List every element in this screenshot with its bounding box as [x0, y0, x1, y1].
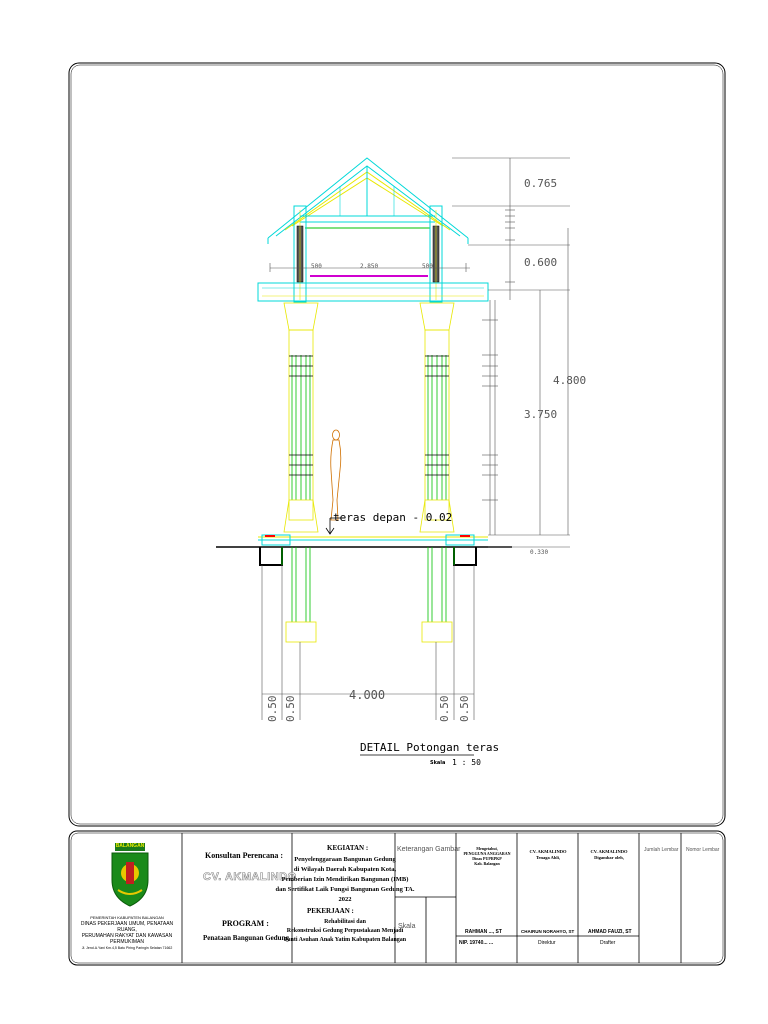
- jumlah-lembar-label: Jumlah Lembar: [644, 847, 679, 853]
- program-value: Penataan Bangunan Gedung: [203, 934, 289, 942]
- agency-address: Jl. Jend.A.Yani Km.4,5 Batu Piring Paringin Selatan 71662: [81, 946, 173, 950]
- left-column: [284, 303, 318, 532]
- approval-line: CV. AKMALINDO: [529, 849, 567, 854]
- agency-line2: DINAS PEKERJAAN UMUM, PENATAAN RUANG,: [80, 921, 174, 933]
- approval-line: Mengetahui,: [476, 846, 498, 851]
- dim-roof-height: 0.765: [524, 177, 558, 190]
- kegiatan-line: Pemberian Izin Mendirikan Bangunan (IMB): [281, 876, 409, 883]
- approval-line: Kab. Balangan: [474, 861, 500, 866]
- pekerjaan-block: [280, 918, 410, 945]
- approval-2-role: Direktur: [538, 940, 556, 946]
- dim-total-height: 4.800: [553, 374, 587, 387]
- dim-footing-r1: 0.50: [438, 695, 451, 722]
- approval-1-nip: NIP. 19740... ...: [459, 940, 494, 946]
- dim-footing-l1: 0.50: [266, 695, 279, 722]
- kegiatan-line: di Wilayah Daerah Kabupaten Kota,: [293, 866, 397, 873]
- pekerjaan-line: Rehabilitasi dan: [324, 919, 366, 925]
- dim-span: 4.000: [349, 688, 386, 702]
- detail-caption: DETAIL Potongan teras: [360, 741, 500, 754]
- vertical-dimensions: [452, 158, 570, 547]
- dim-eave-height: 0.600: [524, 256, 558, 269]
- approval-line: Tenaga Ahli,: [535, 855, 561, 860]
- agency-line1: PEMERINTAH KABUPATEN BALANGAN: [90, 915, 164, 920]
- foundations: [286, 547, 452, 642]
- consultant-name: CV. AKMALINDO: [203, 871, 297, 883]
- kegiatan-block: [270, 855, 420, 905]
- approval-2-name: CHAIRUN NORAHYO, ST: [521, 929, 575, 934]
- kegiatan-line: Penyelenggaraan Bangunan Gedung: [294, 856, 396, 863]
- program-label: PROGRAM :: [222, 919, 269, 928]
- logo-text: BALANGAN: [115, 843, 145, 849]
- upper-posts: [294, 206, 442, 302]
- approval-drafter: [579, 849, 639, 861]
- regency-logo: [112, 843, 148, 906]
- pekerjaan-label: PEKERJAAN :: [307, 907, 354, 915]
- kegiatan-label: KEGIATAN :: [327, 844, 369, 852]
- dim-footing-l2: 0.50: [284, 695, 297, 722]
- approval-tenaga-ahli: [518, 849, 578, 861]
- approval-pengguna-anggaran: [457, 846, 517, 866]
- beam-dim-left: 500: [311, 263, 322, 270]
- approval-3-name: AHMAD FAUZI, ST: [588, 929, 632, 935]
- agency-block: [72, 915, 182, 951]
- right-column: [420, 303, 454, 532]
- pekerjaan-line: Rekonstruksi Gedung Perpustakaan Menjadi: [286, 928, 404, 934]
- consultant-label: Konsultan Perencana :: [205, 851, 284, 860]
- approval-1-name: RAHMAN ..., ST: [465, 929, 502, 935]
- human-scale-figure: [331, 430, 341, 520]
- approval-line: PENGGUNA ANGGARAN: [463, 851, 511, 856]
- drawing-frame-inner: [71, 65, 723, 824]
- keterangan-label: Keterangan Gambar: [397, 846, 461, 853]
- beam-dim-mid: 2.850: [360, 263, 379, 270]
- pekerjaan-line: Panti Asuhan Anak Yatim Kabupaten Balangan: [283, 937, 407, 943]
- skala-label: Skala: [398, 923, 416, 930]
- kegiatan-line: dan Sertifikat Laik Fungsi Bangunan Gedung TA. 2022: [275, 886, 415, 903]
- approval-3-role: Drafter: [600, 940, 616, 946]
- dim-footing-r2: 0.50: [458, 695, 471, 722]
- dim-floor-step: 0.330: [530, 549, 549, 556]
- floor-slab: [216, 535, 512, 565]
- scale-label: Skala: [430, 760, 446, 766]
- agency-line3: PERUMAHAN RAKYAT DAN KAWASAN PERMUKIMAN: [81, 933, 173, 945]
- scale-value: 1 : 50: [452, 758, 481, 767]
- dim-column-height: 3.750: [524, 408, 558, 421]
- floor-level-label: teras depan - 0.02: [333, 511, 453, 524]
- drawing-frame: [69, 63, 725, 826]
- approval-line: CV. AKMALINDO: [590, 849, 628, 854]
- beam-dim-right: 500: [422, 263, 433, 270]
- nomor-lembar-label: Nomor Lembar: [686, 847, 720, 853]
- approval-line: Dinas PUPRPKP: [472, 856, 502, 861]
- approval-line: Digambar oleh,: [594, 855, 624, 860]
